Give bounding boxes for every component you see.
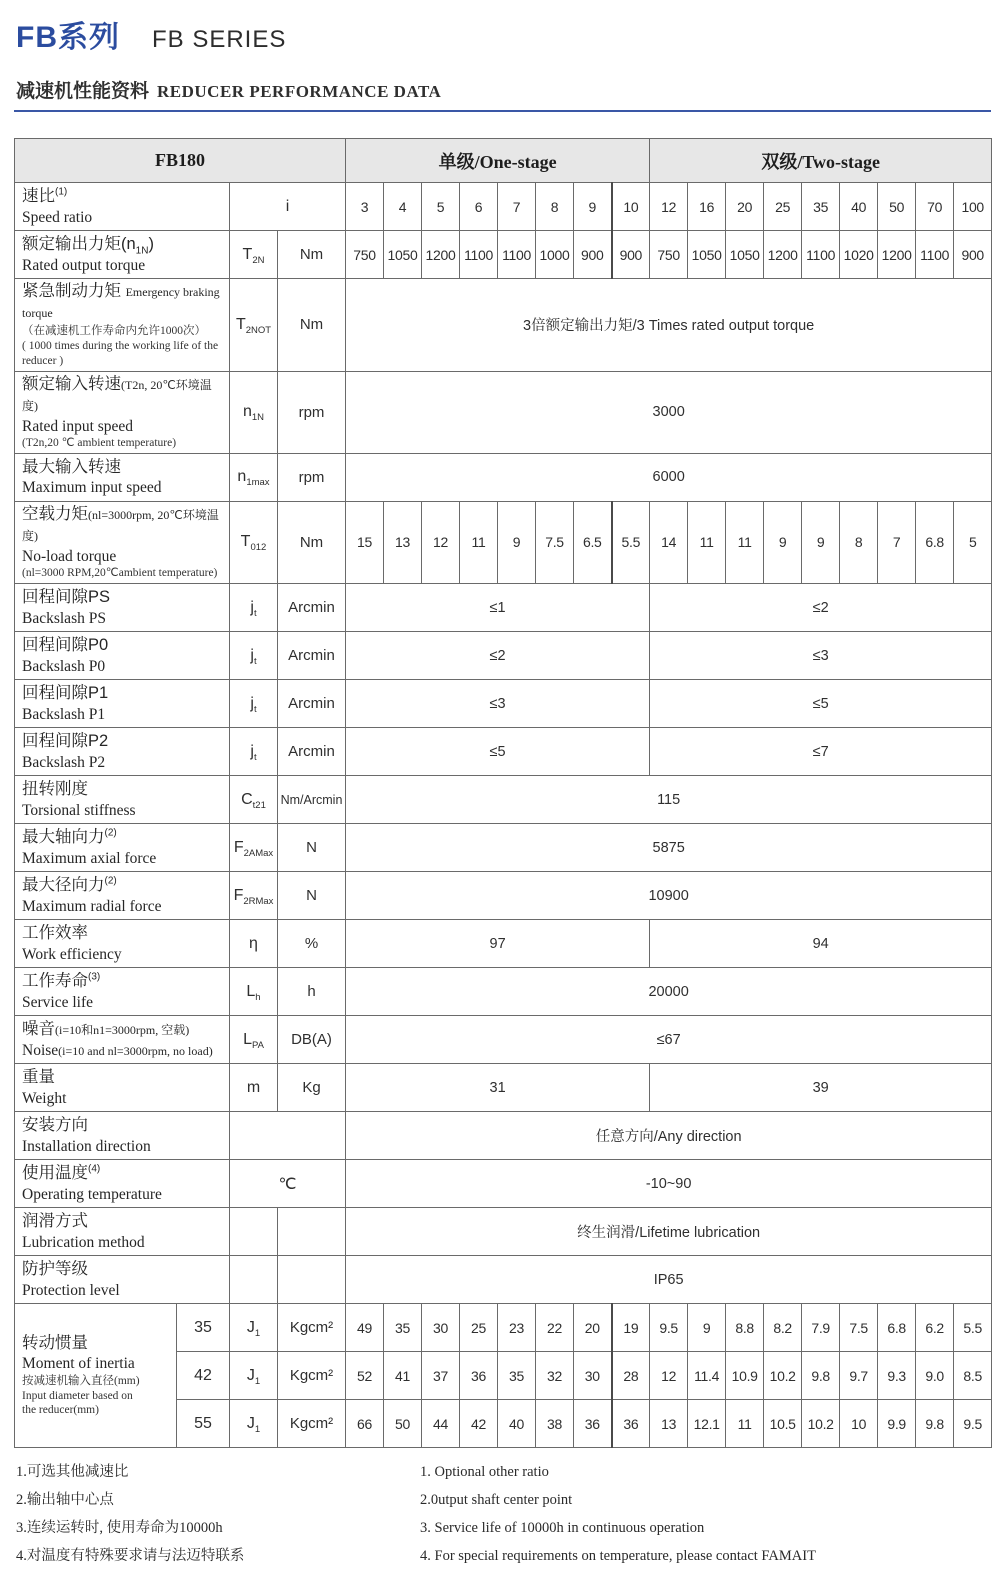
rated-output-torque-value: 1050 — [726, 231, 764, 279]
moment-of-inertia-value: 10.5 — [764, 1400, 802, 1448]
weight-row — [15, 1064, 992, 1112]
moment-of-inertia-value: 7.9 — [802, 1304, 840, 1352]
operating-temperature-value: -10~90 — [346, 1160, 992, 1208]
moment-of-inertia-value: 9.7 — [840, 1352, 878, 1400]
backlash-ps-value-one-stage: ≤1 — [346, 584, 650, 632]
operating-temperature-label-zh: 使用温度$^{(4)}$ — [22, 1163, 101, 1183]
footnote: 2.0utput shaft center point — [420, 1492, 573, 1509]
speed-ratio-value: 3 — [346, 183, 384, 231]
moment-of-inertia-value: 10 — [840, 1400, 878, 1448]
moment-of-inertia-value: 23 — [498, 1304, 536, 1352]
installation-direction-value: 任意方向/Any direction — [346, 1112, 992, 1160]
footnote: 4.对温度有特殊要求请与法迈特联系 — [16, 1548, 245, 1565]
no-load-torque-value: 9 — [802, 501, 840, 583]
series-title-zh: FB系列 — [16, 21, 120, 54]
rated-input-speed-label-en: Rated input speed — [22, 417, 134, 435]
rated-output-torque-value: 900 — [574, 231, 612, 279]
moment-of-inertia-value: 36 — [460, 1352, 498, 1400]
speed-ratio-label — [15, 183, 230, 231]
moment-of-inertia-value: 35 — [384, 1304, 422, 1352]
backlash-p0-symbol: $j_t$ — [230, 632, 278, 680]
lubrication-method-label-en: Lubrication method — [22, 1233, 145, 1251]
speed-ratio-value: 16 — [688, 183, 726, 231]
no-load-torque-value: 6.8 — [916, 501, 954, 583]
rated-output-torque-value: 750 — [346, 231, 384, 279]
protection-level-value: IP65 — [346, 1256, 992, 1304]
moment-of-inertia-value: 42 — [460, 1400, 498, 1448]
moment-of-inertia-value: 9 — [688, 1304, 726, 1352]
moment-of-inertia-value: 9.0 — [916, 1352, 954, 1400]
moment-of-inertia-value: 50 — [384, 1400, 422, 1448]
footnote: 1.可选其他减速比 — [16, 1464, 129, 1481]
rated-output-torque-row — [15, 231, 992, 279]
moment-of-inertia-value: 10.9 — [726, 1352, 764, 1400]
moment-of-inertia-value: 32 — [536, 1352, 574, 1400]
moment-of-inertia-value: 7.5 — [840, 1304, 878, 1352]
torsional-stiffness-unit: Nm/Arcmin — [278, 776, 346, 824]
rated-output-torque-value: 1050 — [384, 231, 422, 279]
emergency-braking-torque-label — [15, 279, 230, 372]
moment-of-inertia-value: 10.2 — [764, 1352, 802, 1400]
noise-label — [15, 1016, 230, 1064]
backlash-p2-row — [15, 728, 992, 776]
no-load-torque-row — [15, 501, 992, 583]
two-stage-header: 双级/Two-stage — [650, 139, 992, 183]
section-subtitle-en: REDUCER PERFORMANCE DATA — [157, 82, 442, 101]
rated-output-torque-value: 1020 — [840, 231, 878, 279]
weight-symbol: m — [230, 1064, 278, 1112]
service-life-symbol: $L_h$ — [230, 968, 278, 1016]
no-load-torque-value: 5 — [954, 501, 992, 583]
no-load-torque-value: 7 — [878, 501, 916, 583]
moment-of-inertia-value: 25 — [460, 1304, 498, 1352]
weight-label-en: Weight — [22, 1089, 67, 1107]
moment-of-inertia-value: 5.5 — [954, 1304, 992, 1352]
maximum-radial-force-label — [15, 872, 230, 920]
work-efficiency-label-en: Work efficiency — [22, 945, 122, 963]
installation-direction-row — [15, 1112, 992, 1160]
service-life-label-en: Service life — [22, 993, 94, 1011]
table-header-row — [15, 139, 992, 183]
backlash-p2-value-one-stage: ≤5 — [346, 728, 650, 776]
rated-input-speed-symbol: $n_{1N}$ — [230, 371, 278, 453]
rated-output-torque-value: 900 — [612, 231, 650, 279]
moment-of-inertia-unit: Kgcm² — [278, 1352, 346, 1400]
maximum-input-speed-label-en: Maximum input speed — [22, 479, 162, 497]
backlash-p1-label-en: Backslash P1 — [22, 705, 106, 723]
backlash-p2-symbol: $j_t$ — [230, 728, 278, 776]
model-header: FB180 — [15, 139, 346, 183]
moment-of-inertia-value: 41 — [384, 1352, 422, 1400]
backlash-p0-label-zh: 回程间隙P0 — [22, 636, 109, 655]
moment-of-inertia-unit: Kgcm² — [278, 1304, 346, 1352]
work-efficiency-label — [15, 920, 230, 968]
moment-of-inertia-label — [15, 1304, 177, 1448]
moment-of-inertia-value: 38 — [536, 1400, 574, 1448]
moment-of-inertia-value: 44 — [422, 1400, 460, 1448]
work-efficiency-label-zh: 工作效率 — [22, 924, 88, 943]
no-load-torque-value: 15 — [346, 501, 384, 583]
speed-ratio-value: 7 — [498, 183, 536, 231]
speed-ratio-value: 20 — [726, 183, 764, 231]
maximum-radial-force-row — [15, 872, 992, 920]
section-subtitle-zh: 减速机性能资料 — [16, 81, 150, 102]
no-load-torque-label-en: No-load torque — [22, 547, 117, 565]
backlash-ps-value-two-stage: ≤2 — [650, 584, 992, 632]
protection-level-label-en: Protection level — [22, 1281, 120, 1299]
protection-level-symbol — [230, 1256, 278, 1304]
no-load-torque-value: 6.5 — [574, 501, 612, 583]
protection-level-label — [15, 1256, 230, 1304]
work-efficiency-value-one-stage: 97 — [346, 920, 650, 968]
speed-ratio-value: 9 — [574, 183, 612, 231]
maximum-axial-force-symbol: $F_{2AMax}$ — [230, 824, 278, 872]
maximum-input-speed-label-zh: 最大输入转速 — [22, 457, 121, 476]
moment-of-inertia-value: 9.8 — [802, 1352, 840, 1400]
footnote: 2.输出轴中心点 — [16, 1492, 114, 1509]
speed-ratio-label-zh: 速比$^{(1)}$ — [22, 186, 68, 206]
footnotes-en — [420, 1459, 991, 1571]
backlash-p0-unit: Arcmin — [278, 632, 346, 680]
no-load-torque-value: 7.5 — [536, 501, 574, 583]
rated-output-torque-value: 1200 — [764, 231, 802, 279]
backlash-ps-label-en: Backslash PS — [22, 609, 106, 627]
no-load-torque-label-note: (nl=3000 RPM,20℃ambient temperature) — [22, 567, 218, 580]
moment-of-inertia-value: 30 — [422, 1304, 460, 1352]
maximum-radial-force-label-zh: 最大径向力$^{(2)}$ — [22, 875, 117, 895]
lubrication-method-label — [15, 1208, 230, 1256]
accent-rule — [14, 110, 991, 112]
torsional-stiffness-label-zh: 扭转刚度 — [22, 780, 88, 799]
speed-ratio-value: 10 — [612, 183, 650, 231]
emergency-braking-torque-label-note: （在减速机工作寿命内允许1000次） — [22, 324, 206, 337]
footnote: 3. Service life of 10000h in continuous operation — [420, 1520, 705, 1537]
rated-output-torque-value: 1200 — [878, 231, 916, 279]
installation-direction-label-en: Installation direction — [22, 1137, 151, 1155]
moment-of-inertia-value: 49 — [346, 1304, 384, 1352]
torsional-stiffness-label — [15, 776, 230, 824]
maximum-radial-force-symbol: $F_{2RMax}$ — [230, 872, 278, 920]
operating-temperature-label-en: Operating temperature — [22, 1185, 162, 1203]
emergency-braking-torque-row — [15, 279, 992, 372]
maximum-input-speed-label — [15, 453, 230, 501]
rated-output-torque-label-en: Rated output torque — [22, 256, 146, 274]
torsional-stiffness-value: 115 — [346, 776, 992, 824]
moment-of-inertia-value: 66 — [346, 1400, 384, 1448]
service-life-value: 20000 — [346, 968, 992, 1016]
rated-output-torque-value: 1200 — [422, 231, 460, 279]
weight-value-two-stage: 39 — [650, 1064, 992, 1112]
noise-label-zh: 噪音(i=10和n1=3000rpm, 空载) — [22, 1020, 190, 1039]
moment-of-inertia-value: 28 — [612, 1352, 650, 1400]
moment-of-inertia-value: 36 — [574, 1400, 612, 1448]
maximum-axial-force-label-zh: 最大轴向力$^{(2)}$ — [22, 827, 117, 847]
lubrication-method-symbol — [230, 1208, 278, 1256]
speed-ratio-value: 100 — [954, 183, 992, 231]
emergency-braking-torque-label-zh: 紧急制动力矩 Emergency braking torque — [22, 282, 220, 321]
work-efficiency-row — [15, 920, 992, 968]
torsional-stiffness-symbol: $C_{t21}$ — [230, 776, 278, 824]
footnote: 1. Optional other ratio — [420, 1464, 549, 1481]
moment-of-inertia-size: 55 — [177, 1400, 230, 1448]
speed-ratio-value: 8 — [536, 183, 574, 231]
operating-temperature-symbol: ℃ — [230, 1160, 346, 1208]
speed-ratio-value: 12 — [650, 183, 688, 231]
no-load-torque-value: 14 — [650, 501, 688, 583]
backlash-ps-unit: Arcmin — [278, 584, 346, 632]
moment-of-inertia-value: 11.4 — [688, 1352, 726, 1400]
backlash-p1-row — [15, 680, 992, 728]
moment-of-inertia-label-en: Moment of inertia — [22, 1355, 135, 1373]
moment-of-inertia-value: 40 — [498, 1400, 536, 1448]
service-life-row — [15, 968, 992, 1016]
moment-of-inertia-value: 35 — [498, 1352, 536, 1400]
installation-direction-symbol — [230, 1112, 346, 1160]
service-life-label — [15, 968, 230, 1016]
rated-input-speed-unit: rpm — [278, 371, 346, 453]
weight-value-one-stage: 31 — [346, 1064, 650, 1112]
rated-output-torque-value: 1100 — [460, 231, 498, 279]
backlash-p1-value-two-stage: ≤5 — [650, 680, 992, 728]
speed-ratio-value: 6 — [460, 183, 498, 231]
rated-input-speed-label-note: (T2n,20 ℃ ambient temperature) — [22, 436, 177, 449]
work-efficiency-unit: % — [278, 920, 346, 968]
lubrication-method-value: 终生润滑/Lifetime lubrication — [346, 1208, 992, 1256]
speed-ratio-value: 25 — [764, 183, 802, 231]
rated-input-speed-value: 3000 — [346, 371, 992, 453]
rated-output-torque-label-zh: 额定输出力矩$(n_{1N})$ — [22, 235, 154, 257]
moment-of-inertia-value: 9.5 — [954, 1400, 992, 1448]
moment-of-inertia-size: 42 — [177, 1352, 230, 1400]
section-subtitle — [14, 76, 991, 103]
no-load-torque-value: 13 — [384, 501, 422, 583]
backlash-p0-value-one-stage: ≤2 — [346, 632, 650, 680]
speed-ratio-value: 4 — [384, 183, 422, 231]
maximum-axial-force-value: 5875 — [346, 824, 992, 872]
moment-of-inertia-value: 36 — [612, 1400, 650, 1448]
moment-of-inertia-label-note: Input diameter based on — [22, 1389, 133, 1402]
backlash-p2-unit: Arcmin — [278, 728, 346, 776]
no-load-torque-label-zh: 空载力矩(nl=3000rpm, 20℃环境温度) — [22, 504, 219, 544]
speed-ratio-value: 5 — [422, 183, 460, 231]
rated-output-torque-value: 1050 — [688, 231, 726, 279]
moment-of-inertia-value: 30 — [574, 1352, 612, 1400]
moment-of-inertia-value: 8.5 — [954, 1352, 992, 1400]
moment-of-inertia-value: 13 — [650, 1400, 688, 1448]
installation-direction-label — [15, 1112, 230, 1160]
rated-output-torque-label — [15, 231, 230, 279]
footnote: 4. For special requirements on temperature, please contact FAMAIT — [420, 1548, 816, 1565]
work-efficiency-value-two-stage: 94 — [650, 920, 992, 968]
moment-of-inertia-value: 9.8 — [916, 1400, 954, 1448]
no-load-torque-value: 9 — [764, 501, 802, 583]
moment-of-inertia-label-zh: 转动惯量 — [22, 1333, 88, 1352]
emergency-braking-torque-symbol: $T_{2NOT}$ — [230, 279, 278, 372]
speed-ratio-label-en: Speed ratio — [22, 208, 93, 226]
moment-of-inertia-value: 12 — [650, 1352, 688, 1400]
rated-output-torque-value: 900 — [954, 231, 992, 279]
moment-of-inertia-value: 20 — [574, 1304, 612, 1352]
footnotes — [14, 1459, 991, 1571]
speed-ratio-value: 70 — [916, 183, 954, 231]
moment-of-inertia-symbol: $J_1$ — [230, 1400, 278, 1448]
installation-direction-label-zh: 安装方向 — [22, 1116, 88, 1135]
emergency-braking-torque-unit: Nm — [278, 279, 346, 372]
maximum-input-speed-row — [15, 453, 992, 501]
noise-symbol: $L_{PA}$ — [230, 1016, 278, 1064]
backlash-p0-label-en: Backslash P0 — [22, 657, 106, 675]
maximum-radial-force-value: 10900 — [346, 872, 992, 920]
rated-input-speed-row — [15, 371, 992, 453]
operating-temperature-row — [15, 1160, 992, 1208]
moment-of-inertia-row-35 — [15, 1304, 992, 1352]
weight-label — [15, 1064, 230, 1112]
backlash-p2-label-en: Backslash P2 — [22, 753, 106, 771]
backlash-ps-label-zh: 回程间隙PS — [22, 588, 111, 607]
no-load-torque-value: 9 — [498, 501, 536, 583]
backlash-p2-label — [15, 728, 230, 776]
speed-ratio-symbol: i — [230, 183, 346, 231]
moment-of-inertia-label-note: the reducer(mm) — [22, 1404, 99, 1417]
moment-of-inertia-value: 9.9 — [878, 1400, 916, 1448]
maximum-axial-force-label — [15, 824, 230, 872]
maximum-axial-force-row — [15, 824, 992, 872]
backlash-p1-label — [15, 680, 230, 728]
backlash-p1-label-zh: 回程间隙P1 — [22, 684, 109, 703]
footnote: 3.连续运转时, 使用寿命为10000h — [16, 1520, 223, 1537]
backlash-p2-value-two-stage: ≤7 — [650, 728, 992, 776]
rated-output-torque-value: 1100 — [498, 231, 536, 279]
moment-of-inertia-size: 35 — [177, 1304, 230, 1352]
no-load-torque-value: 5.5 — [612, 501, 650, 583]
maximum-axial-force-label-en: Maximum axial force — [22, 849, 157, 867]
moment-of-inertia-value: 52 — [346, 1352, 384, 1400]
moment-of-inertia-value: 9.5 — [650, 1304, 688, 1352]
one-stage-header: 单级/One-stage — [346, 139, 650, 183]
speed-ratio-value: 40 — [840, 183, 878, 231]
noise-value: ≤67 — [346, 1016, 992, 1064]
moment-of-inertia-value: 8.8 — [726, 1304, 764, 1352]
speed-ratio-value: 50 — [878, 183, 916, 231]
no-load-torque-unit: Nm — [278, 501, 346, 583]
no-load-torque-value: 11 — [460, 501, 498, 583]
moment-of-inertia-value: 6.2 — [916, 1304, 954, 1352]
no-load-torque-value: 11 — [726, 501, 764, 583]
backlash-p0-value-two-stage: ≤3 — [650, 632, 992, 680]
moment-of-inertia-unit: Kgcm² — [278, 1400, 346, 1448]
backlash-ps-label — [15, 584, 230, 632]
no-load-torque-label — [15, 501, 230, 583]
no-load-torque-symbol: $T_{012}$ — [230, 501, 278, 583]
backlash-p1-value-one-stage: ≤3 — [346, 680, 650, 728]
protection-level-unit — [278, 1256, 346, 1304]
lubrication-method-label-zh: 润滑方式 — [22, 1212, 88, 1231]
moment-of-inertia-value: 22 — [536, 1304, 574, 1352]
emergency-braking-torque-label-note: ( 1000 times during the working life of the reducer ) — [22, 339, 219, 367]
titlebar — [14, 12, 991, 56]
rated-input-speed-label — [15, 371, 230, 453]
rated-output-torque-value: 750 — [650, 231, 688, 279]
maximum-input-speed-unit: rpm — [278, 453, 346, 501]
protection-level-row — [15, 1256, 992, 1304]
rated-output-torque-symbol: $T_{2N}$ — [230, 231, 278, 279]
rated-output-torque-value: 1000 — [536, 231, 574, 279]
maximum-axial-force-unit: N — [278, 824, 346, 872]
maximum-radial-force-label-en: Maximum radial force — [22, 897, 162, 915]
noise-label-en: Noise(i=10 and nl=3000rpm, no load) — [22, 1041, 213, 1059]
moment-of-inertia-value: 10.2 — [802, 1400, 840, 1448]
backlash-p2-label-zh: 回程间隙P2 — [22, 732, 109, 751]
no-load-torque-value: 12 — [422, 501, 460, 583]
moment-of-inertia-value: 37 — [422, 1352, 460, 1400]
moment-of-inertia-value: 11 — [726, 1400, 764, 1448]
moment-of-inertia-value: 9.3 — [878, 1352, 916, 1400]
series-title-en: FB SERIES — [152, 26, 287, 53]
work-efficiency-symbol: η — [230, 920, 278, 968]
torsional-stiffness-label-en: Torsional stiffness — [22, 801, 136, 819]
backlash-p0-row — [15, 632, 992, 680]
torsional-stiffness-row — [15, 776, 992, 824]
rated-input-speed-label-zh: 额定输入转速(T2n, 20℃环境温度) — [22, 374, 212, 414]
maximum-input-speed-value: 6000 — [346, 453, 992, 501]
maximum-input-speed-symbol: $n_{1max}$ — [230, 453, 278, 501]
moment-of-inertia-symbol: $J_1$ — [230, 1352, 278, 1400]
weight-label-zh: 重量 — [22, 1068, 55, 1087]
moment-of-inertia-value: 6.8 — [878, 1304, 916, 1352]
moment-of-inertia-value: 19 — [612, 1304, 650, 1352]
rated-output-torque-value: 1100 — [802, 231, 840, 279]
lubrication-method-row — [15, 1208, 992, 1256]
service-life-unit: h — [278, 968, 346, 1016]
weight-unit: Kg — [278, 1064, 346, 1112]
protection-level-label-zh: 防护等级 — [22, 1260, 88, 1279]
backlash-ps-row — [15, 584, 992, 632]
footnotes-zh — [16, 1459, 420, 1571]
speed-ratio-row — [15, 183, 992, 231]
moment-of-inertia-value: 12.1 — [688, 1400, 726, 1448]
backlash-p1-symbol: $j_t$ — [230, 680, 278, 728]
performance-table — [14, 138, 992, 1448]
maximum-radial-force-unit: N — [278, 872, 346, 920]
moment-of-inertia-symbol: $J_1$ — [230, 1304, 278, 1352]
no-load-torque-value: 11 — [688, 501, 726, 583]
speed-ratio-value: 35 — [802, 183, 840, 231]
backlash-p0-label — [15, 632, 230, 680]
moment-of-inertia-label-note: 按减速机输入直径(mm) — [22, 1374, 140, 1387]
rated-output-torque-unit: Nm — [278, 231, 346, 279]
operating-temperature-label — [15, 1160, 230, 1208]
noise-row — [15, 1016, 992, 1064]
emergency-braking-torque-value: 3倍额定输出力矩/3 Times rated output torque — [346, 279, 992, 372]
no-load-torque-value: 8 — [840, 501, 878, 583]
service-life-label-zh: 工作寿命$^{(3)}$ — [22, 971, 101, 991]
noise-unit: DB(A) — [278, 1016, 346, 1064]
moment-of-inertia-value: 8.2 — [764, 1304, 802, 1352]
backlash-ps-symbol: $j_t$ — [230, 584, 278, 632]
lubrication-method-unit — [278, 1208, 346, 1256]
backlash-p1-unit: Arcmin — [278, 680, 346, 728]
rated-output-torque-value: 1100 — [916, 231, 954, 279]
